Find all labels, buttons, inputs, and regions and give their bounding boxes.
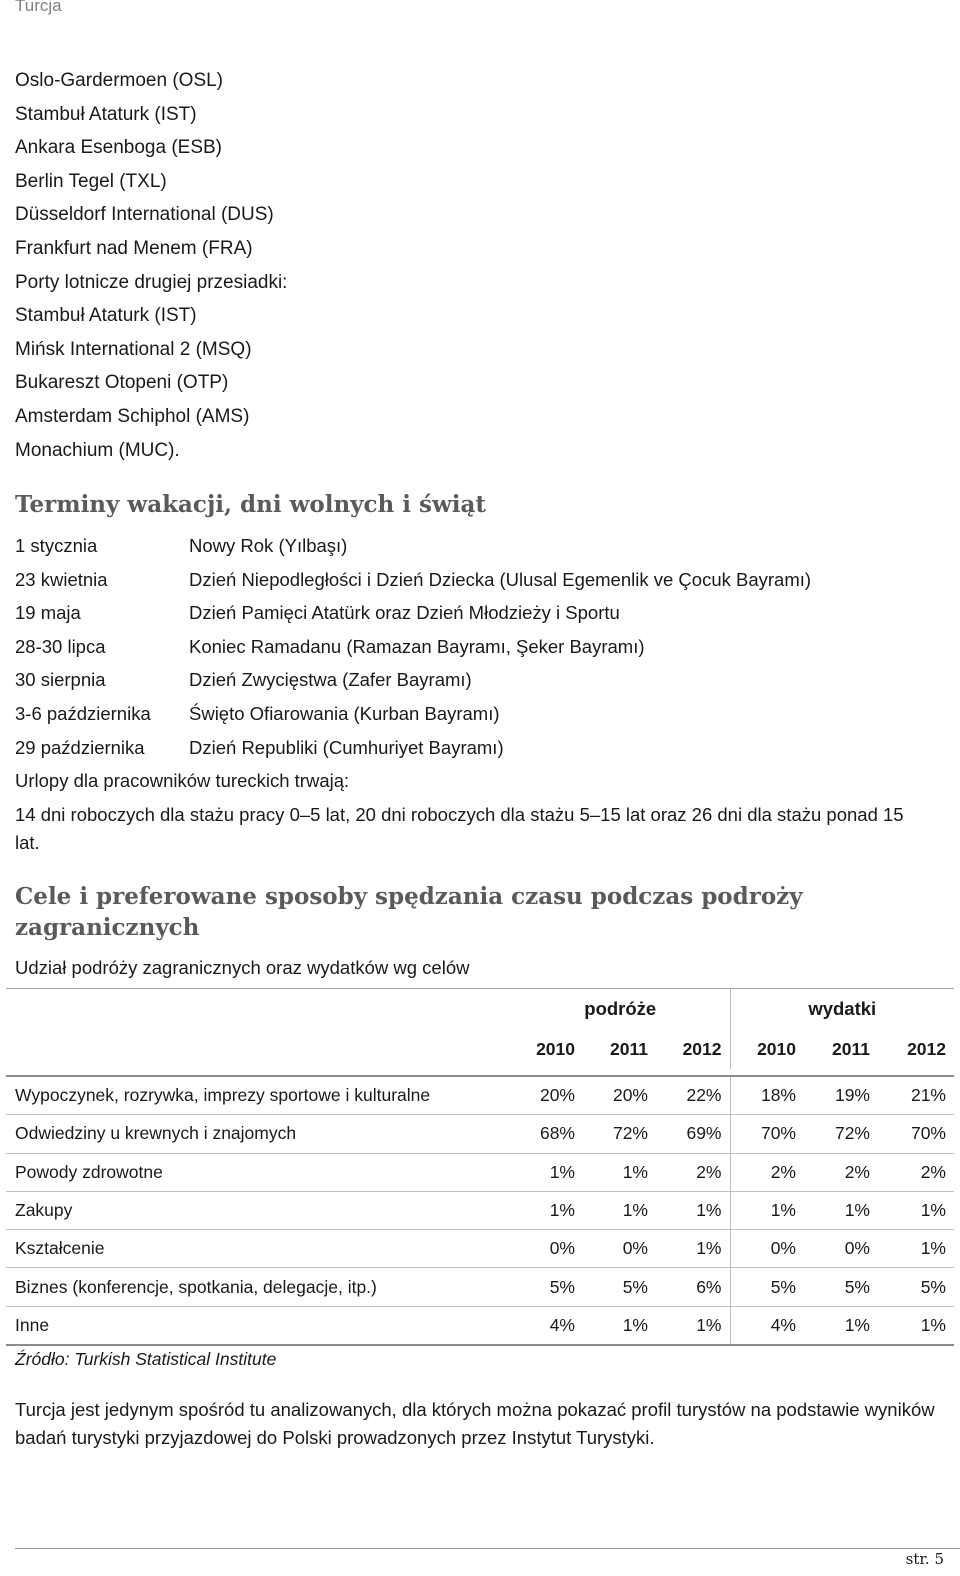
table-row bbox=[6, 1191, 954, 1229]
holiday-name: Koniec Ramadanu (Ramazan Bayramı, Şeker Bayramı) bbox=[189, 635, 645, 657]
leave-text: 14 dni roboczych dla stażu pracy 0–5 lat, 20 dni roboczych dla stażu 5–15 lat oraz 26 dni dla stażu ponad 15 lat. bbox=[15, 804, 904, 853]
group-header-trips: podróże bbox=[511, 989, 730, 1030]
value-cell: 1% bbox=[583, 1306, 656, 1345]
value-cell: 68% bbox=[511, 1115, 583, 1153]
year-header-row bbox=[6, 1029, 954, 1069]
value-cell: 72% bbox=[804, 1115, 878, 1153]
airport-item: Düsseldorf International (DUS) bbox=[15, 204, 274, 226]
value-cell: 0% bbox=[511, 1230, 583, 1268]
year-header: 2010 bbox=[730, 1029, 804, 1069]
holiday-row bbox=[15, 663, 811, 697]
value-cell: 1% bbox=[511, 1153, 583, 1191]
holiday-date: 1 stycznia bbox=[15, 535, 98, 556]
value-cell: 4% bbox=[511, 1306, 583, 1345]
holiday-row bbox=[15, 596, 811, 630]
table-row bbox=[6, 1153, 954, 1191]
source-note: Źródło: Turkish Statistical Institute bbox=[15, 1349, 277, 1369]
value-cell: 22% bbox=[656, 1076, 730, 1115]
table-row bbox=[6, 1230, 954, 1268]
value-cell: 1% bbox=[656, 1306, 730, 1345]
value-cell: 5% bbox=[804, 1268, 878, 1306]
value-cell: 1% bbox=[878, 1230, 954, 1268]
value-cell: 5% bbox=[730, 1268, 804, 1306]
holiday-row bbox=[15, 529, 811, 563]
value-cell: 19% bbox=[804, 1076, 878, 1115]
category-cell: Biznes (konferencje, spotkania, delegacje, itp.) bbox=[6, 1268, 511, 1306]
value-cell: 5% bbox=[583, 1268, 656, 1306]
airport-item: Monachium (MUC). bbox=[15, 439, 180, 461]
airport-item: Stambuł Ataturk (IST) bbox=[15, 103, 197, 125]
value-cell: 70% bbox=[878, 1115, 954, 1153]
value-cell: 72% bbox=[583, 1115, 656, 1153]
airport-item: Stambuł Ataturk (IST) bbox=[15, 305, 197, 327]
value-cell: 5% bbox=[878, 1268, 954, 1306]
category-cell: Odwiedziny u krewnych i znajomych bbox=[6, 1115, 511, 1153]
value-cell: 1% bbox=[583, 1153, 656, 1191]
holiday-row bbox=[15, 630, 811, 664]
travel-section-title: Cele i preferowane sposoby spędzania czasu podczas podroży zagranicznych bbox=[15, 883, 803, 941]
category-cell: Powody zdrowotne bbox=[6, 1153, 511, 1191]
airport-list bbox=[15, 64, 287, 467]
holiday-date: 23 kwietnia bbox=[15, 568, 108, 590]
closing-paragraph: Turcja jest jedynym spośród tu analizowanych, dla których można pokazać profil turystów na podstawie wyników badań turystyki przyjazdowej do Polski prowadzonych przez Instytut Turystyki. bbox=[15, 1399, 935, 1448]
category-cell: Zakupy bbox=[6, 1191, 511, 1229]
table-row bbox=[6, 1306, 954, 1345]
value-cell: 1% bbox=[730, 1191, 804, 1229]
value-cell: 0% bbox=[804, 1230, 878, 1268]
value-cell: 1% bbox=[878, 1306, 954, 1345]
value-cell: 4% bbox=[730, 1306, 804, 1345]
value-cell: 2% bbox=[804, 1153, 878, 1191]
value-cell: 69% bbox=[656, 1115, 730, 1153]
holiday-date: 19 maja bbox=[15, 602, 81, 624]
value-cell: 0% bbox=[730, 1230, 804, 1268]
footer-divider bbox=[15, 1548, 960, 1549]
holiday-name: Święto Ofiarowania (Kurban Bayramı) bbox=[189, 702, 500, 724]
table-row bbox=[6, 1115, 954, 1153]
table-row bbox=[6, 1076, 954, 1115]
holiday-date: 28-30 lipca bbox=[15, 635, 106, 657]
category-cell: Inne bbox=[6, 1306, 511, 1345]
value-cell: 18% bbox=[730, 1076, 804, 1115]
leave-label: Urlopy dla pracowników tureckich trwają: bbox=[15, 770, 350, 791]
value-cell: 2% bbox=[656, 1153, 730, 1191]
running-header: Turcja bbox=[15, 0, 62, 15]
header-empty-cell bbox=[6, 989, 511, 1030]
value-cell: 2% bbox=[730, 1153, 804, 1191]
year-header: 2011 bbox=[832, 1038, 870, 1059]
holiday-row bbox=[15, 731, 811, 765]
value-cell: 20% bbox=[511, 1076, 583, 1115]
value-cell: 1% bbox=[583, 1191, 656, 1229]
value-cell: 1% bbox=[656, 1191, 730, 1229]
value-cell: 1% bbox=[804, 1306, 878, 1345]
value-cell: 5% bbox=[511, 1268, 583, 1306]
value-cell: 1% bbox=[804, 1191, 878, 1229]
value-cell: 6% bbox=[656, 1268, 730, 1306]
airport-item: Ankara Esenboga (ESB) bbox=[15, 137, 223, 159]
holiday-row bbox=[15, 697, 811, 731]
category-cell: Kształcenie bbox=[6, 1230, 511, 1268]
value-cell: 2% bbox=[878, 1153, 954, 1191]
value-cell: 21% bbox=[878, 1076, 954, 1115]
group-header-row bbox=[6, 989, 954, 1030]
table-caption: Udział podróży zagranicznych oraz wydatków wg celów bbox=[15, 957, 470, 978]
value-cell: 20% bbox=[583, 1076, 656, 1115]
page-number: str. 5 bbox=[905, 1550, 944, 1568]
value-cell: 0% bbox=[583, 1230, 656, 1268]
holiday-name: Dzień Zwycięstwa (Zafer Bayramı) bbox=[189, 669, 472, 691]
group-header-expenses: wydatki bbox=[730, 989, 954, 1030]
holiday-name: Nowy Rok (Yılbaşı) bbox=[189, 535, 348, 556]
airport-item: Frankfurt nad Menem (FRA) bbox=[15, 237, 253, 259]
holidays-section-title: Terminy wakacji, dni wolnych i świąt bbox=[15, 491, 487, 518]
holiday-date: 3-6 października bbox=[15, 702, 151, 724]
holiday-name: Dzień Pamięci Atatürk oraz Dzień Młodzieży i Sportu bbox=[189, 602, 620, 624]
value-cell: 1% bbox=[511, 1191, 583, 1229]
year-header: 2011 bbox=[610, 1038, 648, 1059]
holiday-date: 30 sierpnia bbox=[15, 669, 106, 691]
value-cell: 70% bbox=[730, 1115, 804, 1153]
airport-item: Oslo-Gardermoen (OSL) bbox=[15, 70, 224, 91]
holiday-row bbox=[15, 563, 811, 597]
year-header: 2010 bbox=[536, 1038, 575, 1059]
header-empty-cell bbox=[6, 1029, 511, 1069]
year-header: 2012 bbox=[907, 1038, 946, 1059]
airport-item: Amsterdam Schiphol (AMS) bbox=[15, 405, 250, 427]
holiday-date: 29 października bbox=[15, 736, 145, 758]
holiday-list bbox=[15, 529, 811, 764]
year-header: 2012 bbox=[682, 1038, 722, 1059]
table-row bbox=[6, 1268, 954, 1306]
airport-item: Bukareszt Otopeni (OTP) bbox=[15, 372, 229, 394]
holiday-name: Dzień Republiki (Cumhuriyet Bayramı) bbox=[189, 736, 504, 758]
value-cell: 1% bbox=[878, 1191, 954, 1229]
category-cell: Wypoczynek, rozrywka, imprezy sportowe i kulturalne bbox=[6, 1076, 511, 1115]
holiday-name: Dzień Niepodległości i Dzień Dziecka (Ulusal Egemenlik ve Çocuk Bayramı) bbox=[189, 568, 812, 590]
value-cell: 1% bbox=[656, 1230, 730, 1268]
airport-item: Mińsk International 2 (MSQ) bbox=[15, 338, 252, 360]
airport-item: Berlin Tegel (TXL) bbox=[15, 170, 167, 192]
second-transfer-label: Porty lotnicze drugiej przesiadki: bbox=[15, 271, 288, 293]
travel-stats-table bbox=[6, 988, 954, 1346]
